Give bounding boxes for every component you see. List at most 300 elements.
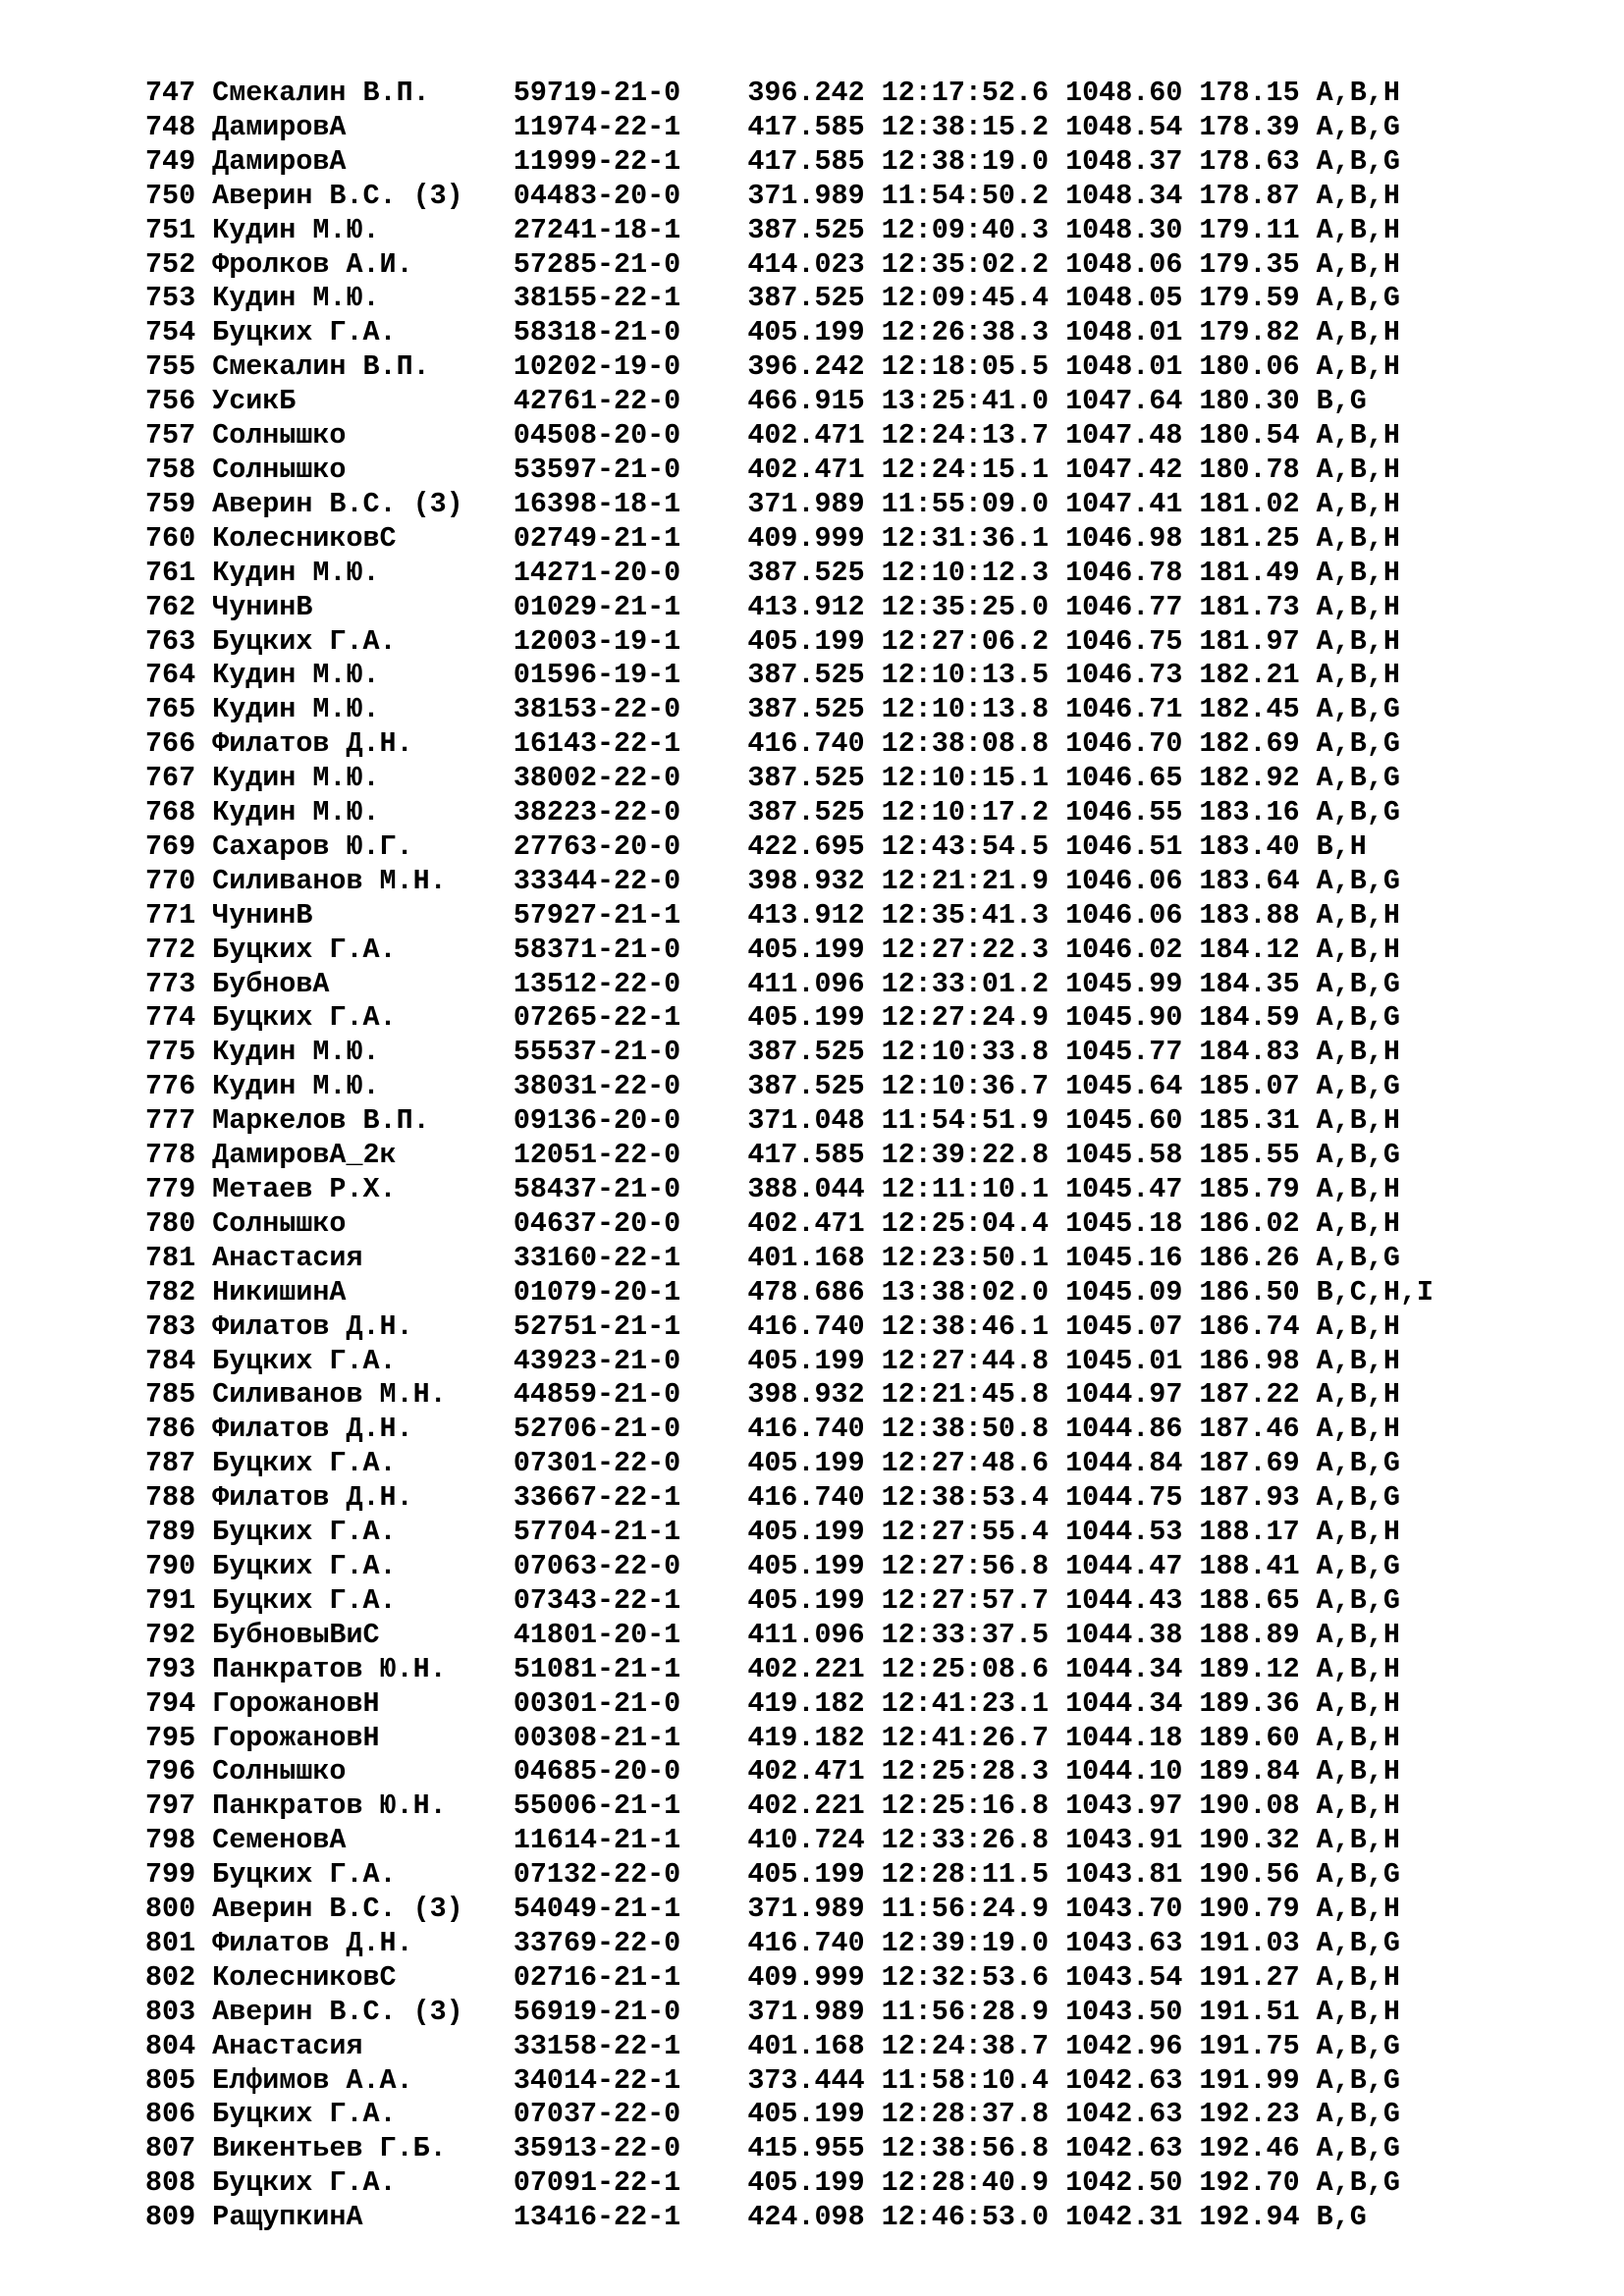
- arrival-time: 13:25:41.0: [881, 385, 1066, 418]
- arrival-time: 11:54:51.9: [881, 1104, 1066, 1138]
- speed: 1045.99: [1065, 967, 1200, 1000]
- categories: A,B,H: [1316, 1652, 1400, 1685]
- arrival-time: 12:46:53.0: [881, 2201, 1066, 2234]
- distance: 388.044: [747, 1173, 882, 1205]
- categories: A,B,H: [1316, 1309, 1400, 1343]
- points: 180.06: [1199, 350, 1317, 384]
- arrival-time: 12:33:26.8: [881, 1824, 1066, 1857]
- arrival-time: 12:25:08.6: [881, 1652, 1066, 1685]
- categories: A,B,G: [1316, 1001, 1400, 1035]
- points: 185.31: [1199, 1104, 1317, 1138]
- speed: 1046.77: [1065, 590, 1200, 623]
- speed: 1048.34: [1065, 179, 1200, 212]
- participant-name: Кудин М.Ю.: [212, 659, 514, 692]
- row-number: 790: [145, 1549, 213, 1582]
- categories: A,B,H: [1316, 933, 1400, 966]
- ring-number: 04685-20-0: [513, 1755, 748, 1789]
- ring-number: 44859-21-0: [513, 1378, 748, 1412]
- ring-number: 07063-22-0: [513, 1549, 748, 1582]
- speed: 1044.84: [1065, 1447, 1200, 1480]
- categories: A,B,H: [1316, 1721, 1400, 1754]
- categories: A,B,H: [1316, 1378, 1400, 1412]
- participant-name: Буцких Г.А.: [212, 1858, 514, 1892]
- distance: 405.199: [747, 933, 882, 966]
- distance: 405.199: [747, 624, 882, 658]
- points: 192.94: [1199, 2201, 1317, 2234]
- table-row: [145, 2030, 1434, 2064]
- participant-name: Панкратов Ю.Н.: [212, 1652, 514, 1685]
- ring-number: 38153-22-0: [513, 693, 748, 726]
- arrival-time: 12:10:33.8: [881, 1036, 1066, 1069]
- arrival-time: 12:25:04.4: [881, 1206, 1066, 1240]
- speed: 1046.70: [1065, 727, 1200, 761]
- arrival-time: 12:10:13.5: [881, 659, 1066, 692]
- distance: 414.023: [747, 247, 882, 281]
- participant-name: СеменовA: [212, 1824, 514, 1857]
- speed: 1042.63: [1065, 2098, 1200, 2131]
- arrival-time: 12:24:15.1: [881, 453, 1066, 486]
- points: 192.70: [1199, 2166, 1317, 2200]
- categories: B,G: [1316, 385, 1367, 418]
- table-row: [145, 934, 1434, 968]
- speed: 1047.41: [1065, 487, 1200, 520]
- speed: 1048.37: [1065, 144, 1200, 178]
- table-row: [145, 1858, 1434, 1893]
- distance: 387.525: [747, 762, 882, 795]
- row-number: 801: [145, 1926, 213, 1959]
- distance: 405.199: [747, 2098, 882, 2131]
- distance: 478.686: [747, 1275, 882, 1308]
- categories: A,B,G: [1316, 1447, 1400, 1480]
- row-number: 791: [145, 1583, 213, 1617]
- points: 183.64: [1199, 864, 1317, 897]
- table-row: [145, 180, 1434, 214]
- speed: 1043.70: [1065, 1893, 1200, 1926]
- ring-number: 07132-22-0: [513, 1858, 748, 1892]
- ring-number: 27241-18-1: [513, 213, 748, 246]
- speed: 1044.47: [1065, 1549, 1200, 1582]
- categories: A,B,G: [1316, 1583, 1400, 1617]
- categories: A,B,H: [1316, 179, 1400, 212]
- arrival-time: 12:35:02.2: [881, 247, 1066, 281]
- distance: 416.740: [747, 1926, 882, 1959]
- distance: 387.525: [747, 1070, 882, 1103]
- ring-number: 01029-21-1: [513, 590, 748, 623]
- participant-name: Буцких Г.А.: [212, 2166, 514, 2200]
- speed: 1045.09: [1065, 1275, 1200, 1308]
- row-number: 797: [145, 1789, 213, 1823]
- ring-number: 33160-22-1: [513, 1241, 748, 1274]
- row-number: 777: [145, 1104, 213, 1138]
- table-row: [145, 282, 1434, 316]
- speed: 1044.53: [1065, 1516, 1200, 1549]
- participant-name: ЧунинВ: [212, 590, 514, 623]
- categories: A,B,G: [1316, 1549, 1400, 1582]
- ring-number: 07091-22-1: [513, 2166, 748, 2200]
- table-row: [145, 1961, 1434, 1996]
- speed: 1045.58: [1065, 1139, 1200, 1172]
- table-row: [145, 1447, 1434, 1481]
- participant-name: Аверин В.С. (3): [212, 487, 514, 520]
- participant-name: Кудин М.Ю.: [212, 282, 514, 315]
- participant-name: Буцких Г.А.: [212, 1447, 514, 1480]
- ring-number: 58318-21-0: [513, 316, 748, 349]
- points: 180.54: [1199, 419, 1317, 453]
- points: 191.99: [1199, 2063, 1317, 2097]
- speed: 1043.91: [1065, 1824, 1200, 1857]
- row-number: 784: [145, 1344, 213, 1377]
- participant-name: Филатов Д.Н.: [212, 1413, 514, 1446]
- ring-number: 27763-20-0: [513, 829, 748, 863]
- table-row: [145, 830, 1434, 865]
- distance: 402.221: [747, 1652, 882, 1685]
- points: 184.59: [1199, 1001, 1317, 1035]
- speed: 1044.97: [1065, 1378, 1200, 1412]
- points: 178.39: [1199, 110, 1317, 143]
- table-row: [145, 214, 1434, 248]
- categories: A,B,H: [1316, 1755, 1400, 1789]
- arrival-time: 12:27:06.2: [881, 624, 1066, 658]
- arrival-time: 12:10:17.2: [881, 796, 1066, 829]
- arrival-time: 11:56:28.9: [881, 1995, 1066, 2028]
- points: 181.25: [1199, 521, 1317, 555]
- row-number: 759: [145, 487, 213, 520]
- distance: 405.199: [747, 316, 882, 349]
- arrival-time: 12:35:25.0: [881, 590, 1066, 623]
- arrival-time: 12:27:22.3: [881, 933, 1066, 966]
- arrival-time: 12:09:40.3: [881, 213, 1066, 246]
- row-number: 789: [145, 1516, 213, 1549]
- row-number: 764: [145, 659, 213, 692]
- row-number: 772: [145, 933, 213, 966]
- speed: 1048.06: [1065, 247, 1200, 281]
- participant-name: Елфимов А.А.: [212, 2063, 514, 2097]
- points: 190.32: [1199, 1824, 1317, 1857]
- distance: 405.199: [747, 1447, 882, 1480]
- participant-name: Панкратов Ю.Н.: [212, 1789, 514, 1823]
- categories: A,B,H: [1316, 350, 1400, 384]
- arrival-time: 12:27:44.8: [881, 1344, 1066, 1377]
- participant-name: Аверин В.С. (3): [212, 1893, 514, 1926]
- categories: A,B,H: [1316, 556, 1400, 589]
- participant-name: Кудин М.Ю.: [212, 796, 514, 829]
- row-number: 749: [145, 144, 213, 178]
- points: 180.78: [1199, 453, 1317, 486]
- points: 184.83: [1199, 1036, 1317, 1069]
- arrival-time: 12:11:10.1: [881, 1173, 1066, 1205]
- participant-name: Буцких Г.А.: [212, 1001, 514, 1035]
- row-number: 809: [145, 2201, 213, 2234]
- speed: 1044.43: [1065, 1583, 1200, 1617]
- row-number: 754: [145, 316, 213, 349]
- table-row: [145, 693, 1434, 727]
- speed: 1045.18: [1065, 1206, 1200, 1240]
- ring-number: 16398-18-1: [513, 487, 748, 520]
- distance: 402.471: [747, 453, 882, 486]
- categories: A,B,H: [1316, 624, 1400, 658]
- points: 186.26: [1199, 1241, 1317, 1274]
- speed: 1047.64: [1065, 385, 1200, 418]
- table-row: [145, 145, 1434, 180]
- row-number: 763: [145, 624, 213, 658]
- row-number: 752: [145, 247, 213, 281]
- participant-name: Анастасия: [212, 1241, 514, 1274]
- arrival-time: 12:33:37.5: [881, 1618, 1066, 1651]
- arrival-time: 12:39:19.0: [881, 1926, 1066, 1959]
- distance: 417.585: [747, 144, 882, 178]
- categories: A,B,H: [1316, 1789, 1400, 1823]
- categories: A,B,H: [1316, 247, 1400, 281]
- points: 186.98: [1199, 1344, 1317, 1377]
- participant-name: Кудин М.Ю.: [212, 693, 514, 726]
- speed: 1045.64: [1065, 1070, 1200, 1103]
- arrival-time: 12:27:57.7: [881, 1583, 1066, 1617]
- ring-number: 52751-21-1: [513, 1309, 748, 1343]
- speed: 1048.01: [1065, 350, 1200, 384]
- arrival-time: 12:35:41.3: [881, 898, 1066, 932]
- row-number: 805: [145, 2063, 213, 2097]
- table-row: [145, 1104, 1434, 1139]
- points: 185.55: [1199, 1139, 1317, 1172]
- row-number: 761: [145, 556, 213, 589]
- points: 178.87: [1199, 179, 1317, 212]
- categories: A,B,H: [1316, 1960, 1400, 1994]
- speed: 1048.05: [1065, 282, 1200, 315]
- ring-number: 58371-21-0: [513, 933, 748, 966]
- row-number: 780: [145, 1206, 213, 1240]
- arrival-time: 12:21:45.8: [881, 1378, 1066, 1412]
- row-number: 781: [145, 1241, 213, 1274]
- distance: 402.471: [747, 1206, 882, 1240]
- distance: 416.740: [747, 1481, 882, 1515]
- participant-name: Сахаров Ю.Г.: [212, 829, 514, 863]
- table-row: [145, 1619, 1434, 1653]
- participant-name: Солнышко: [212, 1755, 514, 1789]
- arrival-time: 12:41:26.7: [881, 1721, 1066, 1754]
- ring-number: 59719-21-0: [513, 77, 748, 109]
- table-row: [145, 1584, 1434, 1619]
- ring-number: 57285-21-0: [513, 247, 748, 281]
- table-row: [145, 1070, 1434, 1104]
- categories: A,B,H: [1316, 1413, 1400, 1446]
- row-number: 774: [145, 1001, 213, 1035]
- row-number: 804: [145, 2029, 213, 2062]
- speed: 1044.38: [1065, 1618, 1200, 1651]
- speed: 1042.31: [1065, 2201, 1200, 2234]
- participant-name: Буцких Г.А.: [212, 933, 514, 966]
- participant-name: БубновA: [212, 967, 514, 1000]
- speed: 1044.34: [1065, 1686, 1200, 1720]
- points: 189.12: [1199, 1652, 1317, 1685]
- participant-name: Солнышко: [212, 453, 514, 486]
- points: 181.97: [1199, 624, 1317, 658]
- arrival-time: 11:56:24.9: [881, 1893, 1066, 1926]
- speed: 1044.86: [1065, 1413, 1200, 1446]
- arrival-time: 12:27:24.9: [881, 1001, 1066, 1035]
- categories: A,B,H: [1316, 1036, 1400, 1069]
- points: 182.45: [1199, 693, 1317, 726]
- row-number: 753: [145, 282, 213, 315]
- speed: 1045.16: [1065, 1241, 1200, 1274]
- table-row: [145, 2201, 1434, 2235]
- ring-number: 07037-22-0: [513, 2098, 748, 2131]
- participant-name: ДамировA_2к: [212, 1139, 514, 1172]
- ring-number: 42761-22-0: [513, 385, 748, 418]
- results-listing: [145, 77, 1434, 2235]
- ring-number: 34014-22-1: [513, 2063, 748, 2097]
- distance: 424.098: [747, 2201, 882, 2234]
- table-row: [145, 1001, 1434, 1036]
- arrival-time: 12:32:53.6: [881, 1960, 1066, 1994]
- categories: A,B,H: [1316, 898, 1400, 932]
- ring-number: 54049-21-1: [513, 1893, 748, 1926]
- distance: 409.999: [747, 521, 882, 555]
- speed: 1047.42: [1065, 453, 1200, 486]
- row-number: 757: [145, 419, 213, 453]
- points: 181.49: [1199, 556, 1317, 589]
- distance: 405.199: [747, 1858, 882, 1892]
- categories: A,B,G: [1316, 2166, 1400, 2200]
- speed: 1044.34: [1065, 1652, 1200, 1685]
- distance: 387.525: [747, 659, 882, 692]
- distance: 416.740: [747, 1309, 882, 1343]
- points: 186.02: [1199, 1206, 1317, 1240]
- points: 185.07: [1199, 1070, 1317, 1103]
- points: 183.16: [1199, 796, 1317, 829]
- arrival-time: 11:58:10.4: [881, 2063, 1066, 2097]
- points: 182.92: [1199, 762, 1317, 795]
- categories: A,B,H: [1316, 1516, 1400, 1549]
- ring-number: 57927-21-1: [513, 898, 748, 932]
- points: 180.30: [1199, 385, 1317, 418]
- ring-number: 13512-22-0: [513, 967, 748, 1000]
- table-row: [145, 1207, 1434, 1242]
- table-row: [145, 1687, 1434, 1722]
- categories: A,B,G: [1316, 762, 1400, 795]
- table-row: [145, 1653, 1434, 1687]
- arrival-time: 12:27:56.8: [881, 1549, 1066, 1582]
- speed: 1046.75: [1065, 624, 1200, 658]
- speed: 1047.48: [1065, 419, 1200, 453]
- distance: 405.199: [747, 1549, 882, 1582]
- table-row: [145, 1173, 1434, 1207]
- categories: A,B,G: [1316, 693, 1400, 726]
- participant-name: Кудин М.Ю.: [212, 1036, 514, 1069]
- points: 190.79: [1199, 1893, 1317, 1926]
- categories: A,B,H: [1316, 1173, 1400, 1205]
- points: 192.23: [1199, 2098, 1317, 2131]
- row-number: 800: [145, 1893, 213, 1926]
- participant-name: Буцких Г.А.: [212, 624, 514, 658]
- points: 183.88: [1199, 898, 1317, 932]
- arrival-time: 11:54:50.2: [881, 179, 1066, 212]
- ring-number: 33769-22-0: [513, 1926, 748, 1959]
- participant-name: Смекалин В.П.: [212, 77, 514, 109]
- row-number: 794: [145, 1686, 213, 1720]
- row-number: 765: [145, 693, 213, 726]
- table-row: [145, 350, 1434, 385]
- points: 188.65: [1199, 1583, 1317, 1617]
- speed: 1042.63: [1065, 2063, 1200, 2097]
- ring-number: 16143-22-1: [513, 727, 748, 761]
- categories: A,B,H: [1316, 659, 1400, 692]
- distance: 405.199: [747, 2166, 882, 2200]
- arrival-time: 13:38:02.0: [881, 1275, 1066, 1308]
- categories: A,B,H: [1316, 1618, 1400, 1651]
- table-row: [145, 522, 1434, 557]
- row-number: 796: [145, 1755, 213, 1789]
- participant-name: Кудин М.Ю.: [212, 762, 514, 795]
- participant-name: Буцких Г.А.: [212, 2098, 514, 2131]
- ring-number: 14271-20-0: [513, 556, 748, 589]
- speed: 1046.71: [1065, 693, 1200, 726]
- categories: A,B,G: [1316, 967, 1400, 1000]
- table-row: [145, 625, 1434, 660]
- ring-number: 52706-21-0: [513, 1413, 748, 1446]
- points: 189.84: [1199, 1755, 1317, 1789]
- distance: 405.199: [747, 1583, 882, 1617]
- points: 179.35: [1199, 247, 1317, 281]
- points: 189.36: [1199, 1686, 1317, 1720]
- arrival-time: 12:10:12.3: [881, 556, 1066, 589]
- arrival-time: 12:10:15.1: [881, 762, 1066, 795]
- ring-number: 33667-22-1: [513, 1481, 748, 1515]
- points: 187.46: [1199, 1413, 1317, 1446]
- row-number: 751: [145, 213, 213, 246]
- distance: 387.525: [747, 796, 882, 829]
- arrival-time: 12:28:37.8: [881, 2098, 1066, 2131]
- speed: 1045.47: [1065, 1173, 1200, 1205]
- categories: A,B,H: [1316, 521, 1400, 555]
- categories: A,B,H: [1316, 1686, 1400, 1720]
- points: 181.73: [1199, 590, 1317, 623]
- distance: 387.525: [747, 693, 882, 726]
- participant-name: Аверин В.С. (3): [212, 179, 514, 212]
- row-number: 771: [145, 898, 213, 932]
- distance: 371.989: [747, 487, 882, 520]
- table-row: [145, 968, 1434, 1002]
- participant-name: БубновыВиС: [212, 1618, 514, 1651]
- categories: A,B,H: [1316, 453, 1400, 486]
- points: 179.82: [1199, 316, 1317, 349]
- row-number: 786: [145, 1413, 213, 1446]
- arrival-time: 12:23:50.1: [881, 1241, 1066, 1274]
- participant-name: Маркелов В.П.: [212, 1104, 514, 1138]
- distance: 409.999: [747, 1960, 882, 1994]
- row-number: 807: [145, 2132, 213, 2165]
- distance: 402.471: [747, 419, 882, 453]
- speed: 1046.98: [1065, 521, 1200, 555]
- distance: 371.048: [747, 1104, 882, 1138]
- points: 181.02: [1199, 487, 1317, 520]
- categories: B,H: [1316, 829, 1367, 863]
- participant-name: Метаев Р.Х.: [212, 1173, 514, 1205]
- row-number: 768: [145, 796, 213, 829]
- table-row: [145, 488, 1434, 522]
- arrival-time: 12:28:40.9: [881, 2166, 1066, 2200]
- participant-name: Кудин М.Ю.: [212, 1070, 514, 1103]
- categories: A,B,H: [1316, 419, 1400, 453]
- arrival-time: 12:27:48.6: [881, 1447, 1066, 1480]
- row-number: 767: [145, 762, 213, 795]
- points: 189.60: [1199, 1721, 1317, 1754]
- distance: 405.199: [747, 1344, 882, 1377]
- distance: 411.096: [747, 1618, 882, 1651]
- distance: 387.525: [747, 1036, 882, 1069]
- table-row: [145, 727, 1434, 762]
- categories: A,B,H: [1316, 77, 1400, 109]
- participant-name: Филатов Д.Н.: [212, 1926, 514, 1959]
